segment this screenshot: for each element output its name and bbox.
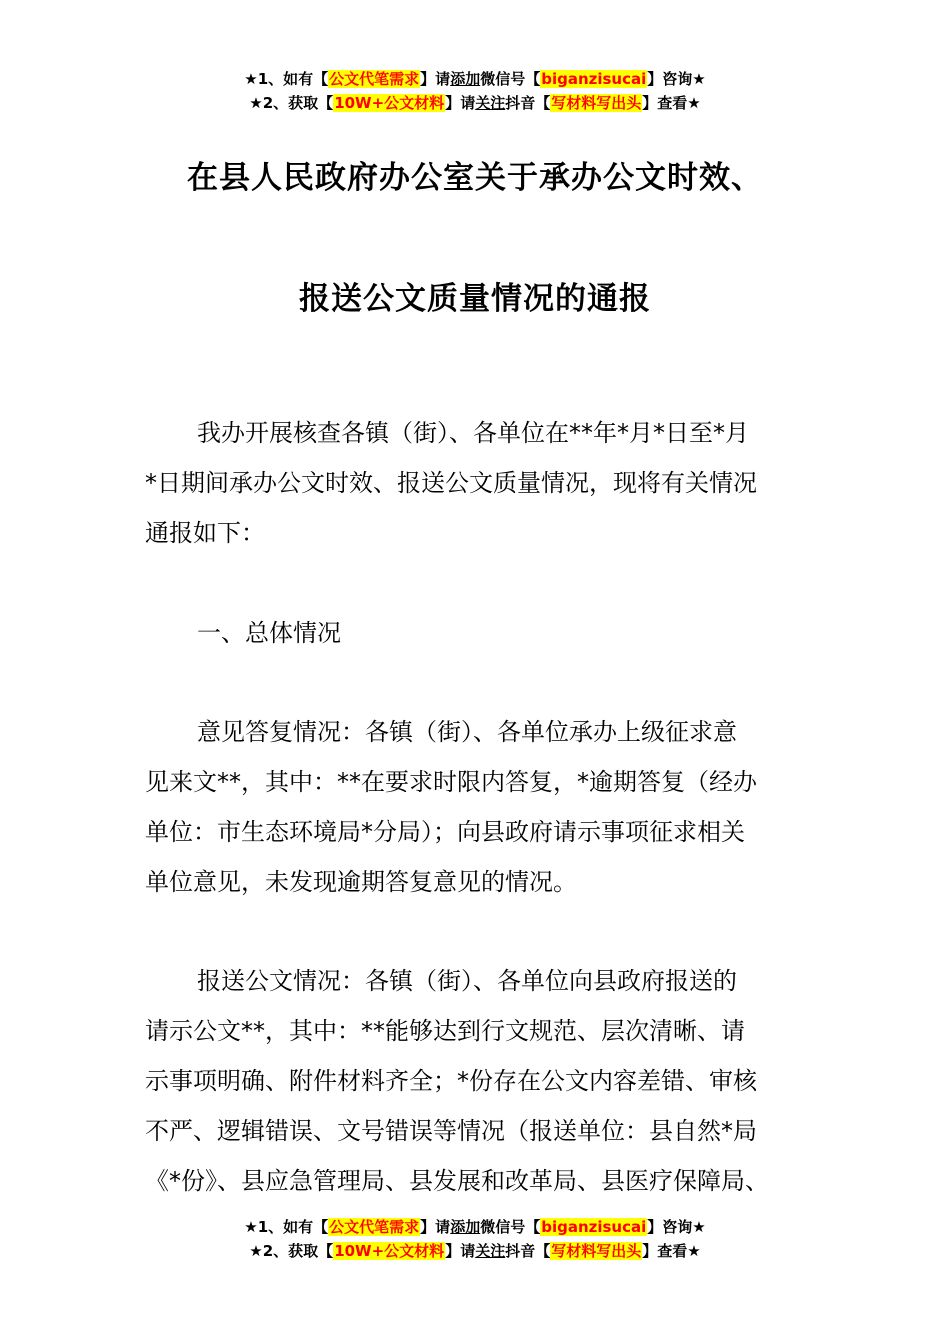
paragraph-line: *日期间承办公文时效、报送公文质量情况，现将有关情况 xyxy=(145,469,757,497)
promo-banner-bottom xyxy=(0,1215,950,1263)
promo-text: 】咨询★ xyxy=(647,70,706,88)
paragraph-line: 意见答复情况：各镇（街）、各单位承办上级征求意 xyxy=(197,718,737,746)
promo-line-2 xyxy=(0,91,950,115)
document-title-line-2: 报送公文质量情况的通报 xyxy=(299,281,651,317)
promo-text: ★1、如有【 xyxy=(244,70,329,88)
paragraph-line: 报送公文情况：各镇（街）、各单位向县政府报送的 xyxy=(197,967,737,995)
paragraph-line: 单位意见，未发现逾期答复意见的情况。 xyxy=(145,868,577,896)
promo-underlined: 关注 xyxy=(475,94,506,112)
paragraph-line: 不严、逻辑错误、文号错误等情况（报送单位：县自然*局 xyxy=(145,1117,757,1145)
promo-text: 】请 xyxy=(420,70,451,88)
promo-banner-top xyxy=(0,67,950,115)
promo-douyin-id: 写材料写出头 xyxy=(551,94,642,112)
promo-text: 】请 xyxy=(445,94,476,112)
promo-highlight: 10W+公文材料 xyxy=(334,94,445,112)
promo-underlined: 添加 xyxy=(450,70,481,88)
promo-text: ★2、获取【 xyxy=(249,1242,334,1260)
submission-paragraph xyxy=(145,956,809,1206)
document-title-line-1: 在县人民政府办公室关于承办公文时效、 xyxy=(187,160,763,196)
promo-text: 】查看★ xyxy=(642,1242,701,1260)
promo-text: 抖音【 xyxy=(505,94,551,112)
paragraph-line: 请示公文**，其中：**能够达到行文规范、层次清晰、请 xyxy=(145,1017,745,1045)
promo-line-2 xyxy=(0,1239,950,1263)
promo-wechat-id: biganzisucai xyxy=(541,70,647,88)
paragraph-line: 单位：市生态环境局*分局）；向县政府请示事项征求相关 xyxy=(145,818,745,846)
promo-highlight: 公文代笔需求 xyxy=(329,70,420,88)
promo-line-1 xyxy=(0,67,950,91)
section-heading-text: 一、总体情况 xyxy=(197,619,341,647)
promo-underlined: 添加 xyxy=(450,1218,481,1236)
promo-text: 】咨询★ xyxy=(647,1218,706,1236)
promo-wechat-id: biganzisucai xyxy=(541,1218,647,1236)
promo-text: 微信号【 xyxy=(480,70,541,88)
paragraph-line: 示事项明确、附件材料齐全；*份存在公文内容差错、审核 xyxy=(145,1067,757,1095)
promo-douyin-id: 写材料写出头 xyxy=(551,1242,642,1260)
promo-text: 抖音【 xyxy=(505,1242,551,1260)
paragraph-line: 我办开展核查各镇（街）、各单位在**年*月*日至*月 xyxy=(197,419,749,447)
promo-text: ★2、获取【 xyxy=(249,94,334,112)
promo-text: 】查看★ xyxy=(642,94,701,112)
promo-text: ★1、如有【 xyxy=(244,1218,329,1236)
promo-underlined: 关注 xyxy=(475,1242,506,1260)
paragraph-line: 《*份》、县应急管理局、县发展和改革局、县医疗保障局、 xyxy=(145,1167,769,1195)
promo-line-1 xyxy=(0,1215,950,1239)
opinion-reply-paragraph xyxy=(145,707,809,907)
promo-text: 】请 xyxy=(420,1218,451,1236)
section-heading xyxy=(145,608,809,658)
promo-highlight: 公文代笔需求 xyxy=(329,1218,420,1236)
paragraph-line: 见来文**，其中：**在要求时限内答复，*逾期答复（经办 xyxy=(145,768,757,796)
paragraph-line: 通报如下： xyxy=(145,519,265,547)
promo-text: 】请 xyxy=(445,1242,476,1260)
promo-text: 微信号【 xyxy=(480,1218,541,1236)
intro-paragraph xyxy=(145,408,809,558)
promo-highlight: 10W+公文材料 xyxy=(334,1242,445,1260)
